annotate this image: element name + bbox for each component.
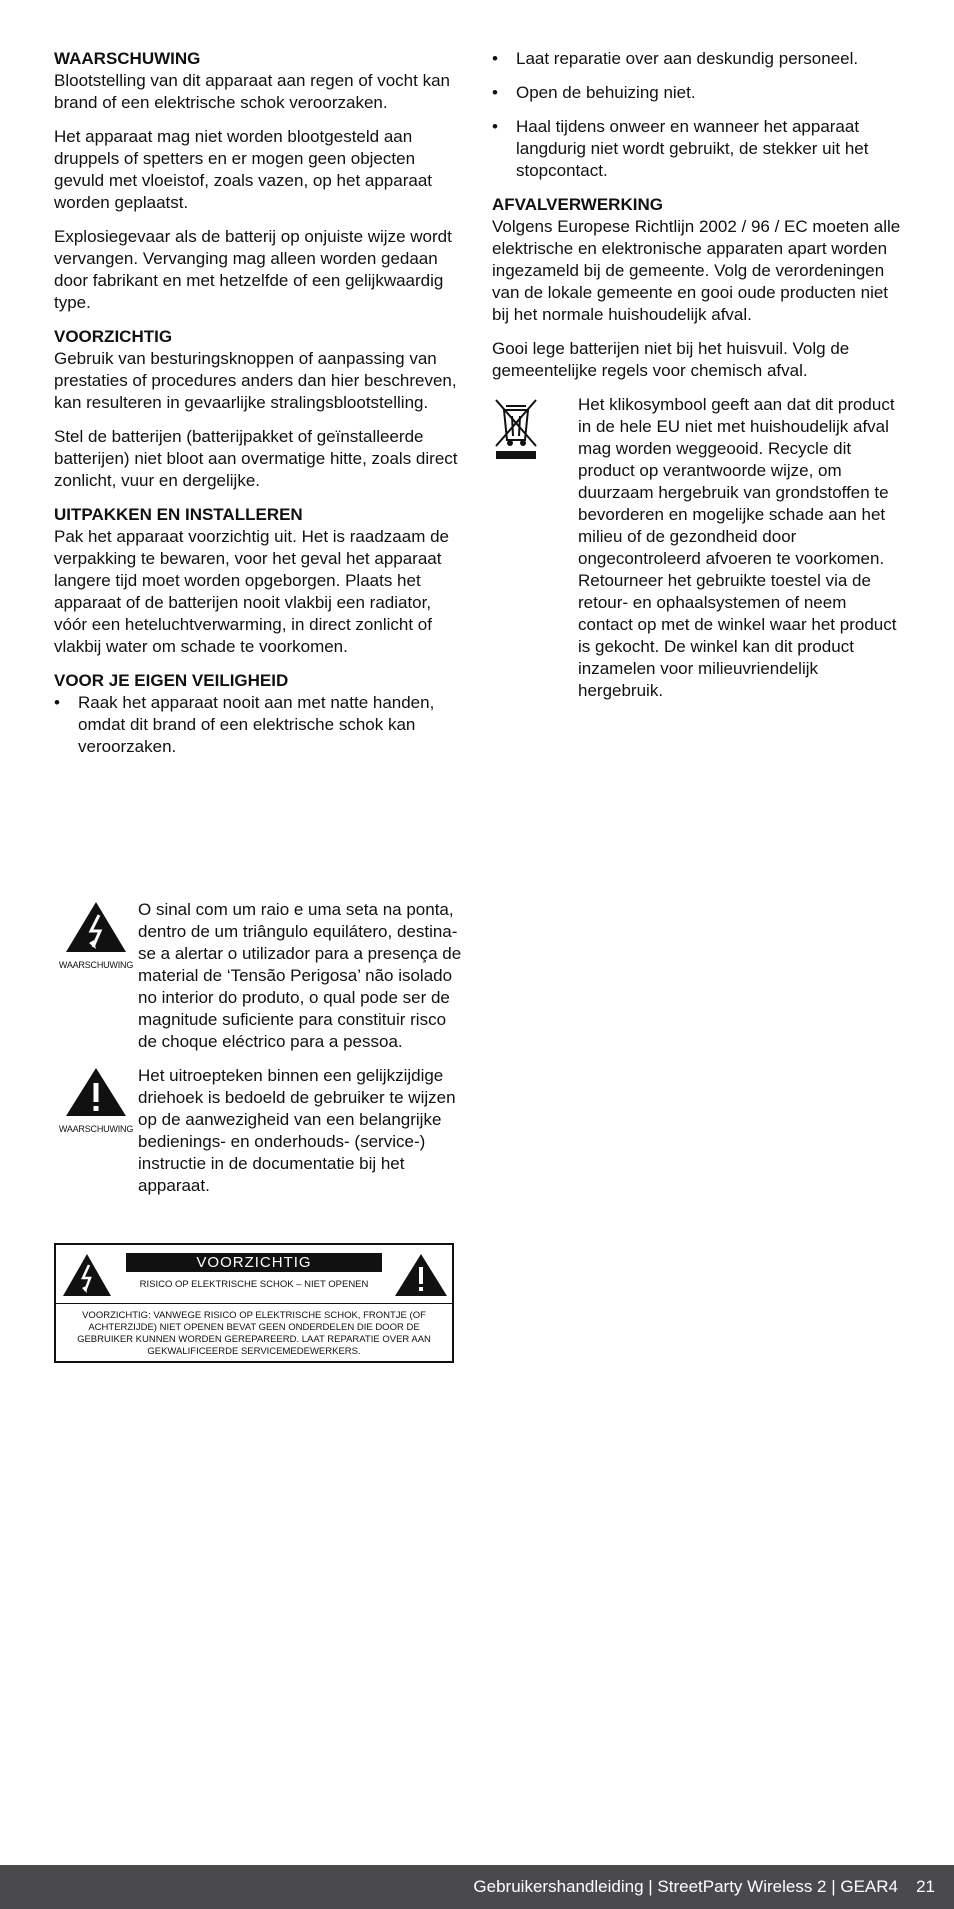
- paragraph: Gooi lege batterijen niet bij het huisvuil. Volg de gemeentelijke regels voor chemisch afval.: [492, 339, 850, 380]
- paragraph: Pak het apparaat voorzichtig uit. Het is raadzaam de verpakking te bewaren, voor het geval het apparaat langere tijd moet worden opgeborgen. Plaats het apparaat of de batterijen nooit vlakbij een radiator, vóór een heteluchtverwarming, in direct zonlicht of vlakbij water om schade te voorkomen.: [54, 527, 449, 656]
- safety-symbols: [54, 899, 464, 1209]
- list-item-text: Raak het apparaat nooit aan met natte handen, omdat dit brand of een elektrische schok kan veroorzaken.: [78, 693, 435, 756]
- caution-label-header: [56, 1245, 452, 1304]
- bullet-list: [54, 692, 460, 758]
- symbol-caption: WAARSCHUWING: [58, 960, 134, 970]
- paragraph: Stel de batterijen (batterijpakket of geïnstalleerde batterijen) niet bloot aan overmatige hitte, zoals direct zonlicht, vuur en dergelijke.: [54, 427, 458, 490]
- caution-label-subtitle: RISICO OP ELEKTRISCHE SCHOK – NIET OPENEN: [139, 1279, 369, 1290]
- lightning-triangle-icon: [62, 1253, 112, 1297]
- paragraph: Volgens Europese Richtlijn 2002 / 96 / EC moeten alle elektrische en elektronische apparaten apart worden ingezameld bij de gemeente. Volg de verordeningen van de lokale gemeente en gooi oude producten niet bij het normale huishoudelijk afval.: [492, 217, 901, 324]
- section-uitpakken: [54, 504, 460, 658]
- section-voorzichtig: [54, 326, 460, 492]
- exclamation-triangle-icon: [63, 1067, 129, 1117]
- paragraph: Het apparaat mag niet worden blootgesteld aan druppels of spetters en er mogen geen objecten gevuld met vloeistof, zoals vazen, op het apparaat worden geplaatst.: [54, 127, 433, 212]
- list-item: [492, 82, 904, 104]
- bullet-marker: •: [492, 83, 498, 102]
- list-item: [492, 116, 904, 182]
- lightning-symbol: [54, 899, 138, 970]
- bullet-list: [492, 48, 904, 182]
- list-item-text: Haal tijdens onweer en wanneer het apparaat langdurig niet wordt gebruikt, de stekker uit het stopcontact.: [516, 117, 869, 180]
- section-heading: VOOR JE EIGEN VEILIGHEID: [54, 671, 289, 690]
- list-item-text: Open de behuizing niet.: [516, 83, 696, 102]
- exclamation-symbol: [54, 1065, 138, 1134]
- weee-text: Het klikosymbool geeft aan dat dit product in de hele EU niet met huishoudelijk afval mag worden weggeooid. Recycle dit product op verantwoorde wijze, om duurzaam hergebruik van grondstoffen te bevorderen en mogelijke schade aan het milieu of de gezondheid door ongecontroleerd afvoeren te voorkomen. Retourneer het gebruikte toestel via de retour- en ophaalsystemen of neem contact op met de winkel waar het product is gekocht. De winkel kan dit product inzamelen voor milieuvriendelijk hergebruik.: [578, 395, 897, 700]
- symbol-description: O sinal com um raio e uma seta na ponta, dentro de um triângulo equilátero, destina-se a alertar o utilizador para a presença de material de ‘Tensão Perigosa’ não isolado no interior do produto, o qual pode ser de magnitude suficiente para constituir risco de choque eléctrico para a pessoa.: [138, 900, 462, 1051]
- weee-notice: [492, 394, 904, 702]
- page-number: 21: [916, 1877, 935, 1896]
- paragraph: Blootstelling van dit apparaat aan regen of vocht kan brand of een elektrische schok veroorzaken.: [54, 71, 450, 112]
- section-veiligheid: [54, 670, 460, 758]
- paragraph: Explosiegevaar als de batterij op onjuiste wijze wordt vervangen. Vervanging mag alleen worden gedaan door fabrikant en met hetzelfde of een gelijkwaardig type.: [54, 227, 452, 312]
- right-column: [492, 48, 904, 702]
- section-heading: VOORZICHTIG: [54, 327, 173, 346]
- caution-label-title: VOORZICHTIG: [126, 1253, 382, 1272]
- section-waarschuwing: [54, 48, 460, 314]
- list-item: [54, 692, 460, 758]
- bullet-marker: •: [492, 117, 498, 136]
- crossed-bin-icon: [492, 394, 578, 466]
- section-heading: UITPAKKEN EN INSTALLEREN: [54, 505, 303, 524]
- exclamation-symbol-row: [54, 1065, 464, 1197]
- section-heading: AFVALVERWERKING: [492, 195, 663, 214]
- list-item: [492, 48, 904, 70]
- lightning-symbol-row: [54, 899, 464, 1053]
- symbol-caption: WAARSCHUWING: [58, 1124, 134, 1134]
- section-heading: WAARSCHUWING: [54, 49, 201, 68]
- section-afvalverwerking: [492, 194, 904, 382]
- caution-label-body: VOORZICHTIG: VANWEGE RISICO OP ELEKTRISCHE SCHOK, FRONTJE (OF ACHTERZIJDE) NIET OPENEN BEVAT GEEN ONDERDELEN DIE DOOR DE GEBRUIKER KUNNEN WORDEN GEREPAREERD. LAAT REPARATIE OVER AAN GEKWALIFICEERDE SERVICEMEDEWERKERS.: [77, 1310, 431, 1357]
- list-item-text: Laat reparatie over aan deskundig personeel.: [516, 49, 859, 68]
- lightning-triangle-icon: [63, 901, 129, 953]
- exclamation-triangle-icon: [394, 1253, 448, 1297]
- left-column: [54, 48, 460, 770]
- bullet-marker: •: [492, 49, 498, 68]
- paragraph: Gebruik van besturingsknoppen of aanpassing van prestaties of procedures anders dan hier beschreven, kan resulteren in gevaarlijke stralingsblootstelling.: [54, 349, 457, 412]
- page-footer: [0, 1865, 954, 1909]
- footer-title: Gebruikershandleiding | StreetParty Wireless 2 | GEAR4: [473, 1877, 898, 1896]
- symbol-description: Het uitroepteken binnen een gelijkzijdige driehoek is bedoeld de gebruiker te wijzen op de aanwezigheid van een belangrijke bedienings- en onderhouds- (service-) instructie in de documentatie bij het apparaat.: [138, 1066, 456, 1195]
- caution-label: [54, 1243, 454, 1363]
- bullet-marker: •: [54, 693, 60, 712]
